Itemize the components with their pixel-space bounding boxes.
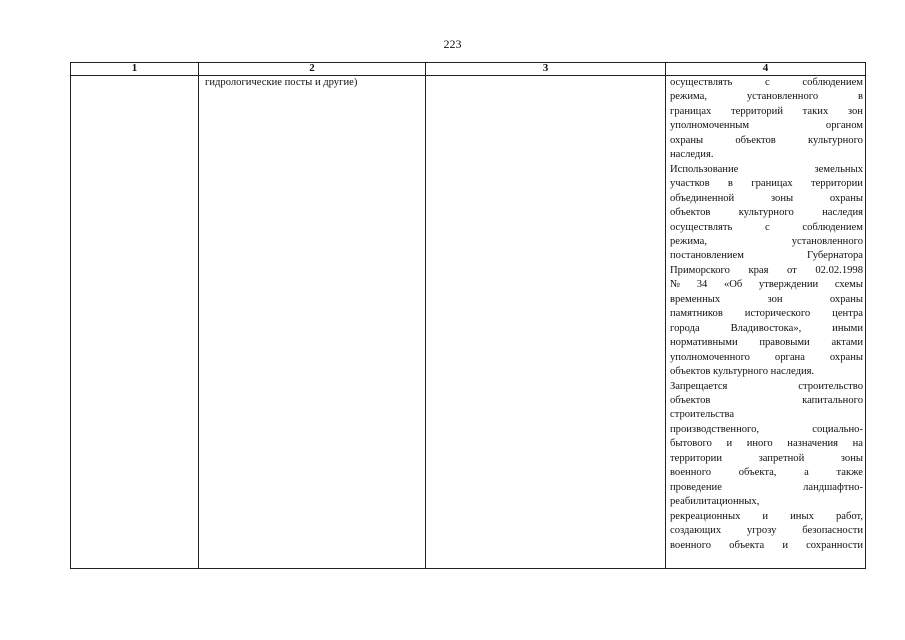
cell-col-4 (666, 76, 866, 569)
text-line (670, 380, 863, 394)
cell-col-4-text (666, 76, 865, 553)
text-word: безопасности (802, 525, 863, 537)
column-header-1: 1 (71, 63, 199, 76)
text-line (670, 163, 863, 177)
text-word: наследия (822, 207, 863, 219)
text-line (670, 105, 863, 119)
text-word: схемы (834, 279, 863, 291)
text-word: утверждении (758, 279, 819, 291)
text-word: города (670, 322, 700, 334)
text-word: объекта, (738, 467, 777, 479)
text-word: актами (831, 337, 863, 349)
text-word: нормативными (670, 337, 738, 349)
text-word: органа (774, 351, 805, 363)
text-word: установленного (746, 91, 819, 103)
text-word: территории (810, 178, 863, 190)
text-word: режима, (670, 235, 707, 247)
text-word: угрозу (746, 525, 777, 537)
text-word: зоны (840, 452, 863, 464)
text-line (670, 539, 863, 553)
column-header-2: 2 (199, 63, 426, 76)
text-word: в (857, 91, 863, 103)
text-word: с (765, 77, 770, 88)
text-word: объектов (735, 134, 776, 146)
text-word: иных (790, 510, 814, 522)
text-line (670, 90, 863, 104)
text-word: края (748, 264, 769, 276)
text-word: Губернатора (806, 250, 863, 262)
text-word: ландшафтно- (803, 481, 863, 493)
text-word: иного (746, 438, 773, 450)
text-word: режима, (670, 91, 707, 103)
text-line (670, 119, 863, 133)
text-word: 34 (696, 279, 708, 291)
text-word: осуществлять (670, 221, 733, 233)
text-word: охраны (829, 293, 863, 305)
text-line (670, 192, 863, 206)
text-word: зон (767, 293, 783, 305)
text-line (670, 148, 863, 162)
text-word: объектов культурного наследия. (670, 366, 815, 378)
text-word: зоны (770, 192, 794, 204)
page-number: 223 (443, 37, 462, 51)
text-line (670, 278, 863, 292)
text-line (670, 495, 863, 509)
text-line (670, 76, 863, 90)
text-line (670, 466, 863, 480)
text-word: охраны (670, 134, 704, 146)
cell-col-2 (199, 76, 426, 569)
text-word: таких (802, 105, 829, 117)
text-word: и (762, 510, 769, 522)
text-word: военного (670, 467, 712, 479)
text-line (670, 365, 863, 379)
text-word: охраны (829, 351, 863, 363)
text-word: охраны (829, 192, 863, 204)
text-line (670, 206, 863, 220)
text-line (670, 322, 863, 336)
table-header-row (71, 63, 866, 76)
text-line (670, 235, 863, 249)
text-line (670, 437, 863, 451)
text-word: реабилитационных, (670, 496, 760, 508)
cell-col-2-text: гидрологические посты и другие) (205, 77, 358, 88)
text-line (670, 394, 863, 408)
text-line (670, 307, 863, 321)
column-header-3: 3 (426, 63, 666, 76)
table-row (71, 76, 866, 569)
text-word: зон (847, 105, 863, 117)
text-word: объектов (670, 207, 711, 219)
text-word: «Об (723, 279, 743, 291)
text-word: капитального (802, 394, 863, 406)
text-line (670, 423, 863, 437)
text-word: соблюдением (802, 77, 863, 88)
text-word: территории (670, 452, 723, 464)
text-word: а (804, 467, 809, 479)
text-word: органом (825, 120, 863, 132)
text-word: с (765, 221, 770, 233)
text-line (670, 510, 863, 524)
text-word: также (836, 467, 863, 479)
text-line (670, 408, 863, 422)
text-line (670, 177, 863, 191)
text-word: бытового (670, 438, 712, 450)
text-word: соблюдением (802, 221, 863, 233)
text-word: осуществлять (670, 77, 733, 88)
text-line (670, 264, 863, 278)
text-word: территорий (731, 105, 784, 117)
text-word: военного (670, 539, 712, 551)
text-word: постановлением (670, 250, 744, 262)
text-word: объединенной (670, 192, 735, 204)
text-word: назначения (787, 438, 839, 450)
text-line (670, 481, 863, 495)
text-word: границах (670, 105, 712, 117)
text-word: Использование (670, 163, 739, 175)
text-line (670, 524, 863, 538)
column-header-4: 4 (666, 63, 866, 76)
document-table (70, 62, 866, 569)
text-word: создающих (670, 525, 722, 537)
text-word: культурного (808, 134, 863, 146)
text-word: объекта (729, 539, 765, 551)
text-word: на (852, 438, 863, 450)
text-word: запретной (758, 452, 805, 464)
text-word: сохранности (806, 539, 863, 551)
text-word: Владивостока», (730, 322, 802, 334)
text-word: памятников (670, 308, 723, 320)
text-word: участков (670, 178, 710, 190)
text-line (670, 452, 863, 466)
text-word: временных (670, 293, 721, 305)
text-word: строительства (670, 409, 735, 421)
text-word: уполномоченного (670, 351, 750, 363)
text-word: иными (832, 322, 863, 334)
text-line (670, 134, 863, 148)
text-word: социально- (812, 423, 863, 435)
text-word: центра (832, 308, 863, 320)
text-line (670, 249, 863, 263)
text-word: 02.02.1998 (815, 264, 863, 276)
text-word: производственного, (670, 423, 760, 435)
text-word: наследия. (670, 149, 714, 161)
text-line (670, 221, 863, 235)
cell-col-1 (71, 76, 199, 569)
text-word: работ, (835, 510, 863, 522)
text-word: в (727, 178, 733, 190)
text-line (670, 351, 863, 365)
text-word: объектов (670, 394, 711, 406)
text-word: установленного (791, 235, 863, 247)
text-line (670, 336, 863, 350)
text-word: границах (751, 178, 793, 190)
text-word: № (670, 279, 681, 291)
cell-col-3 (426, 76, 666, 569)
text-word: от (787, 264, 797, 276)
text-word: правовыми (759, 337, 810, 349)
text-word: Приморского (670, 264, 730, 276)
text-line (670, 293, 863, 307)
text-word: исторического (744, 308, 811, 320)
text-word: и (726, 438, 733, 450)
text-word: уполномоченным (670, 120, 750, 132)
text-word: Запрещается (670, 380, 728, 392)
text-word: и (782, 539, 788, 551)
text-word: строительство (798, 380, 863, 392)
text-word: земельных (814, 163, 863, 175)
text-word: культурного (738, 207, 794, 219)
text-word: проведение (670, 481, 722, 493)
text-word: рекреационных (670, 510, 741, 522)
